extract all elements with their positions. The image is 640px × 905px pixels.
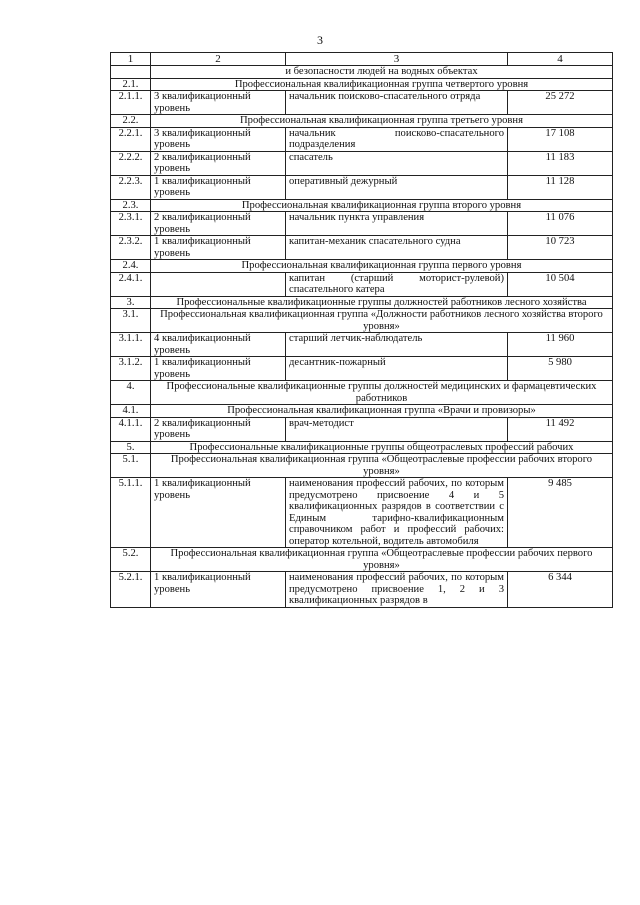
group-title: Профессиональные квалификационные группы должностей работников лесного хозяйства <box>151 296 613 309</box>
group-heading-row <box>111 405 613 418</box>
qualification-level: 2 квалификационный уровень <box>151 151 286 175</box>
row-number: 3.1. <box>111 309 151 333</box>
group-heading-row <box>111 454 613 478</box>
row-number: 4.1. <box>111 405 151 418</box>
table-row <box>111 478 613 548</box>
row-number: 2.2.3. <box>111 175 151 199</box>
group-heading-row <box>111 296 613 309</box>
row-number: 5. <box>111 441 151 454</box>
salary-value: 11 183 <box>508 151 613 175</box>
group-title: Профессиональная квалификационная группа «Должности работников лесного хозяйства второго уровня» <box>151 309 613 333</box>
table-row <box>111 175 613 199</box>
header-col-4: 4 <box>508 53 613 66</box>
qualification-level <box>151 272 286 296</box>
row-number: 2.1.1. <box>111 91 151 115</box>
header-col-1: 1 <box>111 53 151 66</box>
header-col-2: 2 <box>151 53 286 66</box>
group-title: Профессиональная квалификационная группа второго уровня <box>151 199 613 212</box>
row-number: 2.2. <box>111 115 151 128</box>
row-number: 4. <box>111 381 151 405</box>
group-title: Профессиональная квалификационная группа четвертого уровня <box>151 78 613 91</box>
salary-table <box>110 52 613 608</box>
group-title: Профессиональная квалификационная группа первого уровня <box>151 260 613 273</box>
qualification-level: 2 квалификационный уровень <box>151 212 286 236</box>
position-name: капитан-механик спасательного судна <box>286 236 508 260</box>
qualification-level: 1 квалификационный уровень <box>151 572 286 608</box>
group-title: Профессиональная квалификационная группа «Общеотраслевые профессии рабочих второго уровня» <box>151 454 613 478</box>
position-name: наименования профессий рабочих, по которым предусмотрено присвоение 1, 2 и 3 квалификационных разрядов в <box>286 572 508 608</box>
qualification-level: 1 квалификационный уровень <box>151 357 286 381</box>
table-header-row <box>111 53 613 66</box>
table-row <box>111 236 613 260</box>
group-heading-row <box>111 260 613 273</box>
group-title: Профессиональные квалификационные группы общеотраслевых профессий рабочих <box>151 441 613 454</box>
group-title: Профессиональные квалификационные группы должностей медицинских и фармацевтических работников <box>151 381 613 405</box>
group-heading-row <box>111 548 613 572</box>
table-row <box>111 151 613 175</box>
salary-value: 11 960 <box>508 333 613 357</box>
table-row <box>111 333 613 357</box>
position-name: начальник поисково-спасательного отряда <box>286 91 508 115</box>
table-row <box>111 127 613 151</box>
row-number: 2.3.1. <box>111 212 151 236</box>
qualification-level: 1 квалификационный уровень <box>151 478 286 548</box>
row-number: 3.1.2. <box>111 357 151 381</box>
row-number: 2.3. <box>111 199 151 212</box>
group-heading-row <box>111 441 613 454</box>
table-row <box>111 357 613 381</box>
position-name: капитан (старший моторист-рулевой) спасательного катера <box>286 272 508 296</box>
header-col-3: 3 <box>286 53 508 66</box>
row-number: 5.1.1. <box>111 478 151 548</box>
row-number: 4.1.1. <box>111 417 151 441</box>
salary-value: 5 980 <box>508 357 613 381</box>
group-heading-row <box>111 381 613 405</box>
qualification-level: 1 квалификационный уровень <box>151 175 286 199</box>
qualification-level: 2 квалификационный уровень <box>151 417 286 441</box>
page-number: 3 <box>317 33 323 47</box>
table-row <box>111 91 613 115</box>
group-heading-row <box>111 78 613 91</box>
group-title: Профессиональная квалификационная группа «Общеотраслевые профессии рабочих первого уровня» <box>151 548 613 572</box>
row-number: 2.2.2. <box>111 151 151 175</box>
row-number: 2.4.1. <box>111 272 151 296</box>
salary-value: 9 485 <box>508 478 613 548</box>
row-number: 5.2.1. <box>111 572 151 608</box>
group-heading-row <box>111 199 613 212</box>
row-number: 3.1.1. <box>111 333 151 357</box>
salary-value: 6 344 <box>508 572 613 608</box>
group-heading-row <box>111 115 613 128</box>
group-title: Профессиональная квалификационная группа «Врачи и провизоры» <box>151 405 613 418</box>
group-title: и безопасности людей на водных объектах <box>151 66 613 79</box>
salary-value: 11 128 <box>508 175 613 199</box>
position-name: начальник поисково-спасательного подразделения <box>286 127 508 151</box>
position-name: наименования профессий рабочих, по которым предусмотрено присвоение 4 и 5 квалификационных разрядов в соответствии с Единым тарифно-квалификационным справочником работ и профессий рабочих: оператор котельной, водитель автомобиля <box>286 478 508 548</box>
qualification-level: 3 квалификационный уровень <box>151 127 286 151</box>
row-number: 5.2. <box>111 548 151 572</box>
table-row <box>111 272 613 296</box>
table-row <box>111 572 613 608</box>
qualification-level: 1 квалификационный уровень <box>151 236 286 260</box>
salary-value: 25 272 <box>508 91 613 115</box>
row-number: 5.1. <box>111 454 151 478</box>
position-name: спасатель <box>286 151 508 175</box>
salary-value: 11 492 <box>508 417 613 441</box>
position-name: оперативный дежурный <box>286 175 508 199</box>
salary-value: 10 504 <box>508 272 613 296</box>
position-name: десантник-пожарный <box>286 357 508 381</box>
row-number: 3. <box>111 296 151 309</box>
row-number: 2.3.2. <box>111 236 151 260</box>
position-name: старший летчик-наблюдатель <box>286 333 508 357</box>
table-row <box>111 212 613 236</box>
position-name: врач-методист <box>286 417 508 441</box>
row-number: 2.4. <box>111 260 151 273</box>
group-heading-row <box>111 309 613 333</box>
group-title: Профессиональная квалификационная группа третьего уровня <box>151 115 613 128</box>
position-name: начальник пункта управления <box>286 212 508 236</box>
qualification-level: 3 квалификационный уровень <box>151 91 286 115</box>
table-row <box>111 417 613 441</box>
qualification-level: 4 квалификационный уровень <box>151 333 286 357</box>
row-number: 2.1. <box>111 78 151 91</box>
salary-value: 10 723 <box>508 236 613 260</box>
row-number: 2.2.1. <box>111 127 151 151</box>
salary-value: 17 108 <box>508 127 613 151</box>
group-heading-row <box>111 66 613 79</box>
row-number <box>111 66 151 79</box>
salary-value: 11 076 <box>508 212 613 236</box>
